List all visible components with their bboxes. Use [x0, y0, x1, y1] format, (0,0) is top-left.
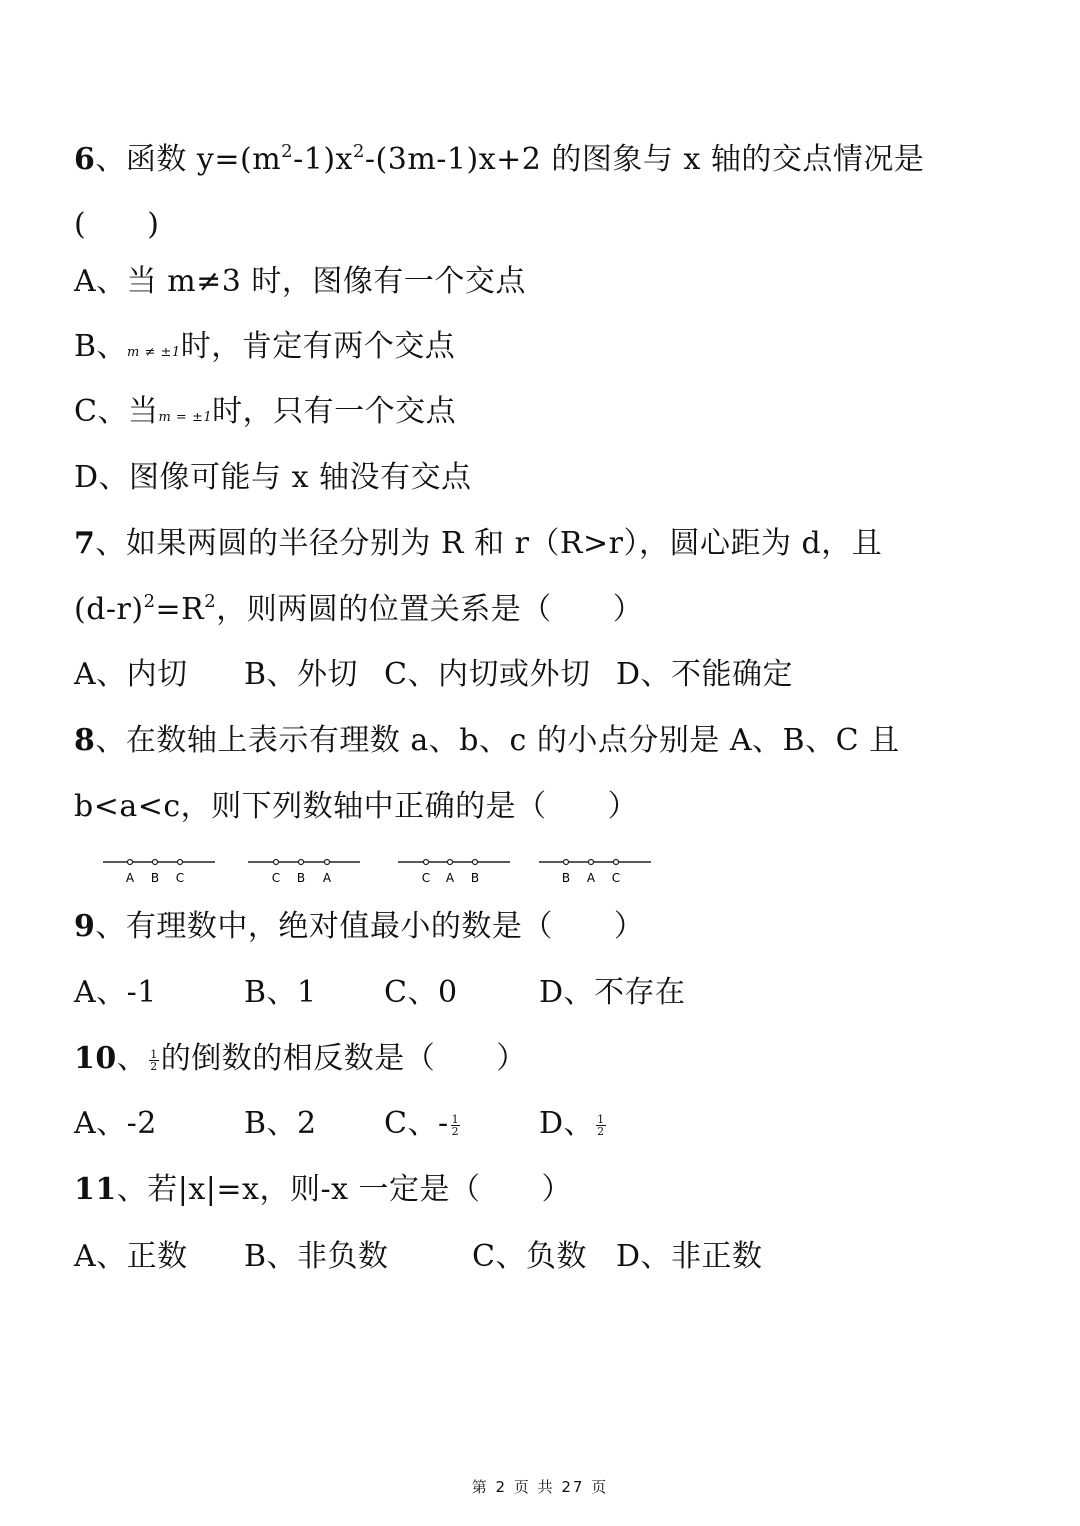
q6-option-c-label: C、当: [74, 394, 159, 429]
q10-option-c: [384, 1104, 539, 1144]
q7-line2-a: (d-r): [74, 592, 144, 627]
fig-a-label-3: C: [175, 871, 185, 885]
fig-c-label-3: B: [470, 871, 480, 885]
q10-option-c-fraction: $\frac{1}{2}$: [451, 1112, 460, 1138]
q7-sup1: 2: [143, 591, 156, 612]
q8-line1: 、在数轴上表示有理数 a、b、c 的小点分别是 A、B、C 且: [95, 723, 900, 758]
q11-option-b: B、非负数: [244, 1239, 389, 1274]
q6-stem-b: -1)x: [293, 142, 353, 177]
q7-sup2: 2: [204, 591, 217, 612]
q9-option-d: D、不存在: [539, 975, 686, 1010]
q9-line1: 、有理数中，绝对值最小的数是（ ）: [95, 909, 645, 944]
q6-sep: 、: [95, 142, 126, 177]
q7-stem-line1: [74, 524, 930, 564]
q10-stem: [74, 1039, 930, 1079]
number-line-option-b: [248, 860, 360, 886]
q11-option-d: D、非正数: [616, 1239, 763, 1274]
q11-number: 11: [74, 1172, 117, 1207]
q11-options: [74, 1237, 930, 1277]
q7-option-b: B、外切: [244, 657, 359, 692]
q6-option-b-condition: m ≠ ±1: [127, 345, 181, 360]
q7-option-c: C、内切或外切: [384, 657, 591, 692]
q8-line2: b<a<c，则下列数轴中正确的是（ ）: [74, 789, 639, 824]
q9-option-a: A、-1: [74, 975, 157, 1010]
fig-a-label-1: A: [125, 871, 135, 885]
q7-options: [74, 655, 930, 695]
q11-stem: [74, 1170, 930, 1210]
fig-c-label-1: C: [421, 871, 431, 885]
q10-option-d-fraction: $\frac{1}{2}$: [597, 1112, 605, 1138]
q6-number: 6: [74, 142, 96, 177]
q6-sup1: 2: [281, 141, 294, 162]
fig-d-label-3: C: [611, 871, 621, 885]
q10-sep: 、: [116, 1041, 148, 1076]
q7-stem-line2: [74, 590, 930, 630]
fig-b-label-3: A: [322, 871, 332, 885]
q7-option-d: D、不能确定: [616, 657, 794, 692]
q7-line2-c: ，则两圆的位置关系是（ ）: [216, 592, 644, 627]
q11-option-a: A、正数: [74, 1239, 188, 1274]
q6-sup2: 2: [352, 141, 365, 162]
number-line-option-c: [398, 860, 510, 886]
q10-fraction-numerator: 1: [150, 1047, 158, 1061]
q9-option-b: B、1: [244, 975, 317, 1010]
fig-d-label-2: A: [586, 871, 596, 885]
q6-paren: ( ): [74, 207, 160, 242]
q6-stem-c: -(3m-1)x+2 的图象与 x 轴的交点情况是: [364, 142, 925, 177]
fig-b-label-2: B: [296, 871, 306, 885]
q6-stem-a: 函数 y=(m: [125, 142, 282, 177]
q7-number: 7: [74, 526, 96, 561]
q6-option-a: A、当 m≠3 时，图像有一个交点: [74, 264, 526, 299]
q6-stem: [74, 140, 930, 180]
q6-option-b-label: B、: [74, 329, 128, 364]
q6-option-c-text: 时，只有一个交点: [212, 394, 457, 429]
q10-fraction: [149, 1049, 159, 1072]
q6-option-b: [74, 327, 930, 373]
number-line-option-a: [103, 860, 215, 886]
fig-d-label-1: B: [561, 871, 571, 885]
q6-option-c: [74, 392, 930, 438]
q8-number-line-figures: [95, 848, 675, 888]
q9-number: 9: [74, 909, 96, 944]
q9-stem: [74, 907, 930, 947]
q8-stem-line1: [74, 721, 930, 761]
q11-line1: 、若|x|=x，则-x 一定是（ ）: [116, 1172, 573, 1207]
q10-option-b: B、2: [244, 1106, 317, 1141]
q6-option-c-condition: m = ±1: [158, 410, 213, 425]
q9-option-c: C、0: [384, 975, 458, 1010]
fig-a-label-2: B: [150, 871, 160, 885]
page-number-footer: 第 2 页 共 27 页: [471, 1478, 609, 1496]
q7-option-a: A、内切: [74, 657, 188, 692]
q6-option-b-text: 时，肯定有两个交点: [180, 329, 456, 364]
q11-option-c: C、负数: [472, 1239, 587, 1274]
q10-option-d: [539, 1104, 608, 1144]
fig-b-label-1: C: [271, 871, 281, 885]
fig-c-label-2: A: [445, 871, 455, 885]
q10-fraction-denominator: 2: [150, 1059, 158, 1073]
q10-option-c-label: C、-: [384, 1106, 449, 1141]
q6-option-d: D、图像可能与 x 轴没有交点: [74, 460, 472, 495]
q7-line1: 、如果两圆的半径分别为 R 和 r（R>r），圆心距为 d，且: [95, 526, 883, 561]
q10-text: 的倒数的相反数是（ ）: [160, 1041, 527, 1076]
q10-option-d-label: D、: [539, 1106, 595, 1141]
q7-line2-b: =R: [155, 592, 205, 627]
q10-number: 10: [74, 1041, 117, 1076]
q10-options: [74, 1104, 930, 1144]
number-line-option-d: [539, 860, 651, 886]
q9-options: [74, 973, 930, 1013]
q8-number: 8: [74, 723, 96, 758]
q10-option-a: A、-2: [74, 1106, 157, 1141]
